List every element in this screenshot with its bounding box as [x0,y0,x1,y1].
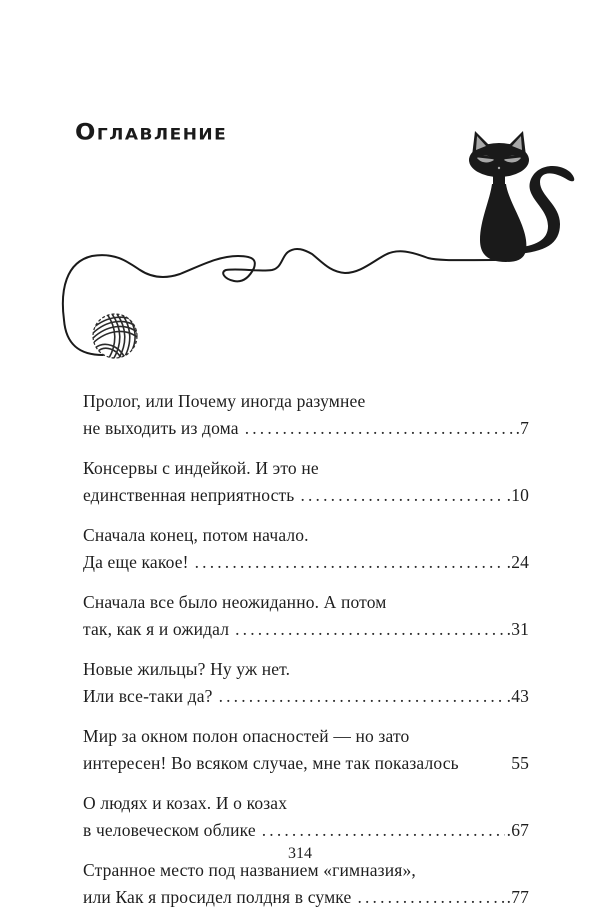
toc-entry[interactable] [83,388,529,442]
toc-entry-title-line1: Странное место под названием «гимназия», [83,860,416,880]
yarn-ball-icon [93,314,138,358]
toc-entry-title-line1: Пролог, или Почему иногда разумнее [83,391,366,411]
toc-entry[interactable] [83,857,529,911]
toc-entry[interactable] [83,656,529,710]
dot-leader [262,817,505,844]
toc-entry-title-line2: интересен! Во всяком случае, мне так показалось [83,753,459,773]
toc-entry[interactable] [83,589,529,643]
page-title: Оглавление [75,119,228,145]
toc-page-number: .67 [506,820,529,840]
toc-entry-title-line2: в человеческом облике [83,820,256,840]
toc-page-number: .24 [506,552,529,572]
toc-page-number: .43 [506,686,529,706]
black-cat-icon [469,131,574,262]
page-number: 314 [288,845,312,862]
dot-leader [300,482,504,509]
toc-entry[interactable] [83,522,529,576]
toc-entry-title-line1: Сначала конец, потом начало. [83,525,309,545]
dot-leader [357,884,504,911]
toc-page-number: .10 [506,485,529,505]
toc-entry-title-line2: Да еще какое! [83,552,189,572]
cat-and-yarn-illustration [0,0,600,400]
toc-entry-title-line2: или Как я просидел полдня в сумке [83,887,352,907]
toc-page-number: 55 [511,753,529,773]
toc-entry-title-line2: единственная неприятность [83,485,295,505]
toc-entry-title-line1: Мир за окном полон опасностей — но зато [83,726,410,746]
toc-entry[interactable] [83,723,529,777]
toc-entry-title-line1: Консервы с индейкой. И это не [83,458,319,478]
dot-leader [219,683,505,710]
toc-entry-title-line1: О людях и козах. И о козах [83,793,288,813]
dot-leader [245,415,514,442]
toc-entry-title-line2: так, как я и ожидал [83,619,230,639]
toc-page-number: .77 [506,887,529,907]
toc-entry-title-line1: Сначала все было неожиданно. А потом [83,592,387,612]
dot-leader [235,616,505,643]
toc-entry-title-line2: не выходить из дома [83,418,239,438]
dot-leader [195,549,505,576]
toc-page-number: .7 [515,418,529,438]
toc-entry[interactable] [83,455,529,509]
toc-entry-title-line2: Или все-таки да? [83,686,213,706]
toc-entry[interactable] [83,790,529,844]
table-of-contents [83,388,529,924]
toc-entry-title-line1: Новые жильцы? Ну уж нет. [83,659,291,679]
toc-page-number: .31 [506,619,529,639]
